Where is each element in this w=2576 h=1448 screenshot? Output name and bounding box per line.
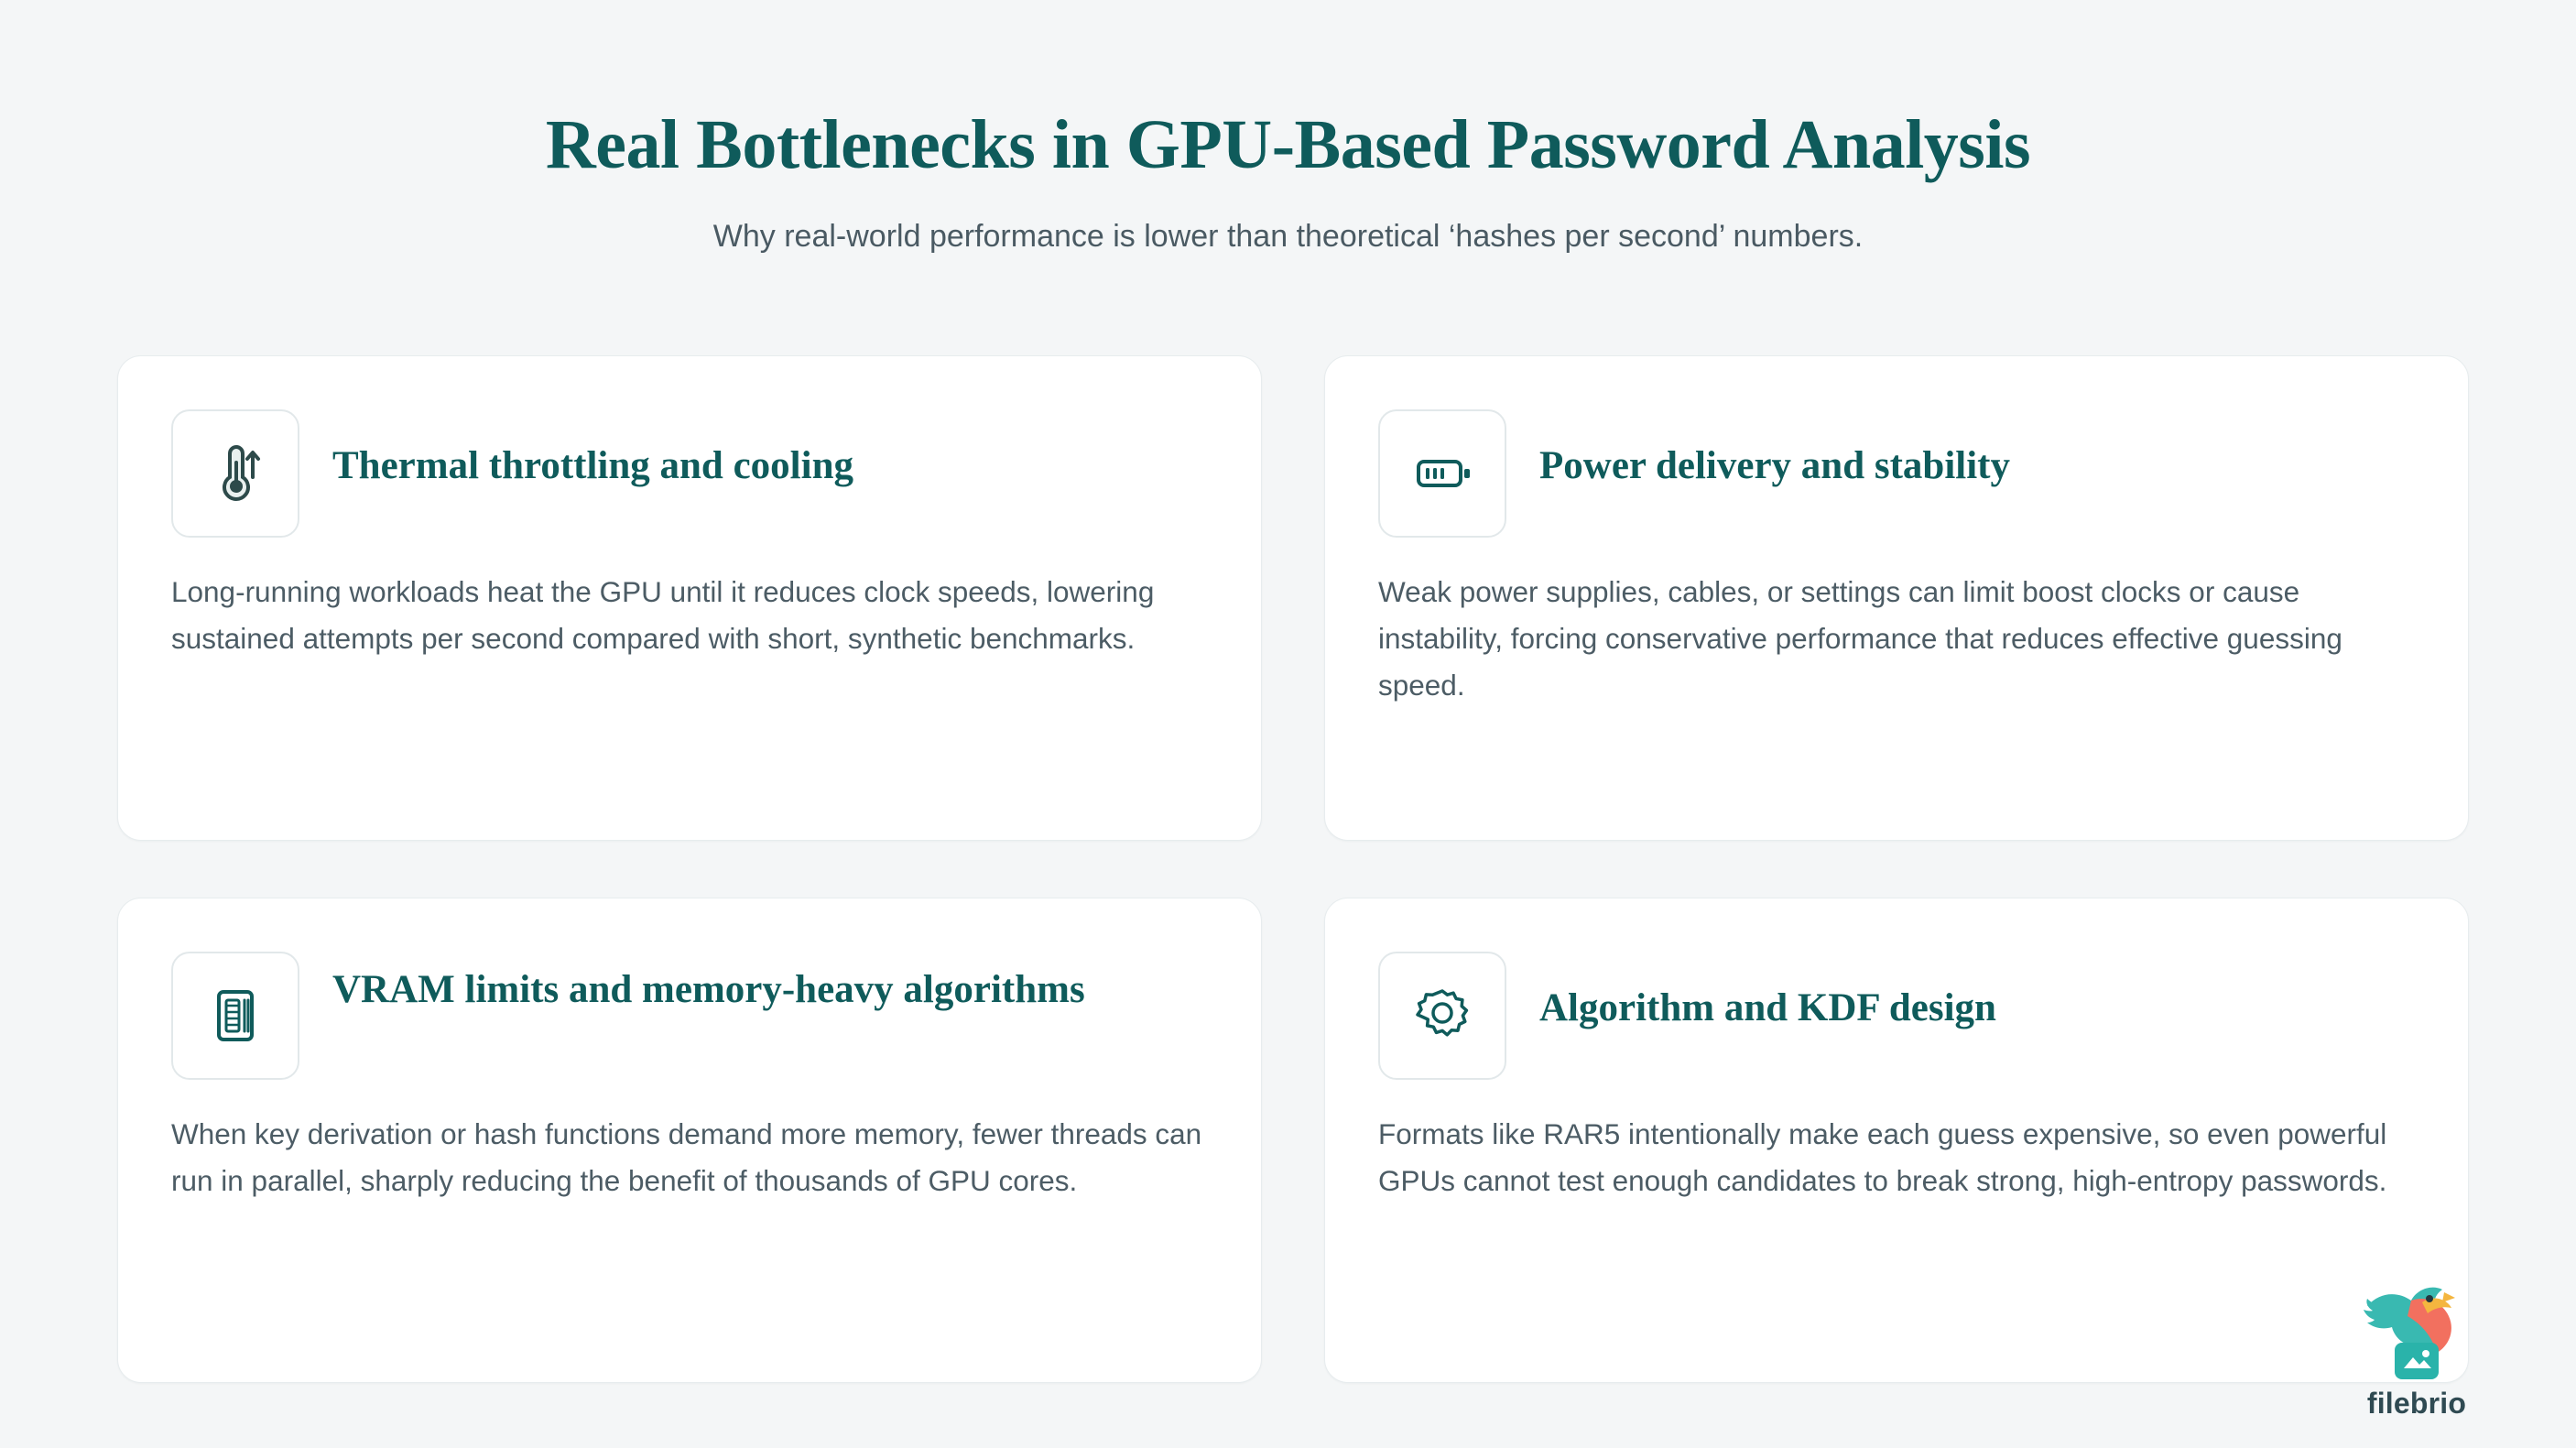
card-grid bbox=[117, 355, 2462, 1383]
card-body: Formats like RAR5 intentionally make each guess expensive, so even powerful GPUs cannot test enough candidates to break strong, high-entropy passwords. bbox=[1378, 1117, 2387, 1198]
card-body: Weak power supplies, cables, or settings can limit boost clocks or cause instability, forcing conservative performance that reduces effective guessing speed. bbox=[1378, 575, 2342, 702]
card-power-delivery bbox=[1324, 355, 2469, 841]
card-header bbox=[171, 409, 1208, 538]
card-body: When key derivation or hash functions demand more memory, fewer threads can run in parallel, sharply reducing the benefit of thousands of GPU cores. bbox=[171, 1117, 1202, 1198]
card-header bbox=[171, 952, 1208, 1080]
brand-name: filebrio bbox=[2366, 1387, 2467, 1420]
header bbox=[0, 0, 2576, 255]
thermometer-icon bbox=[171, 409, 299, 538]
card-title: VRAM limits and memory-heavy algorithms bbox=[332, 968, 1085, 1011]
card-vram-limits bbox=[117, 898, 1262, 1383]
card-body: Long-running workloads heat the GPU until it reduces clock speeds, lowering sustained attempts per second compared with short, synthetic benchmarks. bbox=[171, 575, 1155, 656]
card-title: Power delivery and stability bbox=[1539, 444, 2010, 487]
card-algorithm-kdf bbox=[1324, 898, 2469, 1383]
page-title: Real Bottlenecks in GPU-Based Password Analysis bbox=[545, 106, 2031, 183]
battery-icon bbox=[1378, 409, 1506, 538]
page-subtitle: Why real-world performance is lower than theoretical ‘hashes per second’ numbers. bbox=[712, 218, 1864, 254]
card-title: Thermal throttling and cooling bbox=[332, 444, 853, 487]
bird-logo bbox=[2334, 1266, 2499, 1383]
card-thermal-throttling bbox=[117, 355, 1262, 841]
brand-logo bbox=[2334, 1266, 2499, 1421]
card-header bbox=[1378, 409, 2415, 538]
card-title: Algorithm and KDF design bbox=[1539, 986, 1996, 1029]
gear-icon bbox=[1378, 952, 1506, 1080]
memory-chip-icon bbox=[171, 952, 299, 1080]
card-header bbox=[1378, 952, 2415, 1080]
